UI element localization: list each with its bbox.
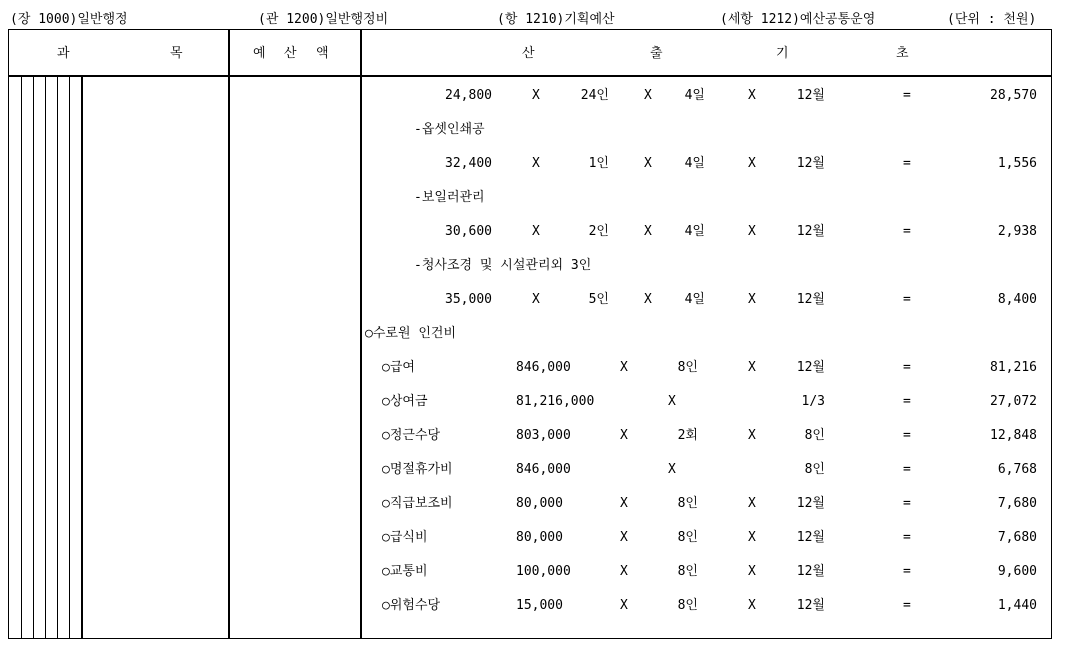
- equals-sign: =: [903, 564, 911, 579]
- row-total: 27,072: [990, 394, 1037, 409]
- item-label: ○명절휴가비: [382, 462, 453, 477]
- col-header-basis-2: 출: [650, 46, 663, 61]
- gwamok-subline: [69, 77, 70, 639]
- count: 8인: [677, 360, 698, 375]
- multiply-sign: X: [748, 496, 756, 511]
- count: 8인: [677, 598, 698, 613]
- multiply-sign: X: [748, 598, 756, 613]
- sub-item-label: -청사조경 및 시설관리외 3인: [414, 258, 592, 273]
- headcount: 2인: [588, 224, 609, 239]
- multiply-sign: X: [620, 360, 628, 375]
- equals-sign: =: [903, 292, 911, 307]
- unit-price: 32,400: [445, 156, 492, 171]
- equals-sign: =: [903, 360, 911, 375]
- multiply-sign: X: [668, 462, 676, 477]
- equals-sign: =: [903, 598, 911, 613]
- multiply-sign: X: [532, 224, 540, 239]
- header-gwan: (관 1200)일반행정비: [258, 12, 389, 27]
- equals-sign: =: [903, 428, 911, 443]
- header-unit: (단위 : 천원): [947, 12, 1037, 27]
- multiply-sign: X: [620, 428, 628, 443]
- multiply-sign: X: [532, 156, 540, 171]
- multiply-sign: X: [748, 88, 756, 103]
- row-total: 2,938: [997, 224, 1037, 239]
- days: 4일: [684, 292, 705, 307]
- unit-price: 81,216,000: [516, 394, 595, 409]
- multiply-sign: X: [748, 224, 756, 239]
- row-total: 12,848: [990, 428, 1037, 443]
- header-sehang: (세항 1212)예산공통운영: [720, 12, 876, 27]
- multiplier: 1/3: [801, 394, 825, 409]
- months: 12월: [796, 88, 825, 103]
- row-total: 6,768: [997, 462, 1037, 477]
- item-label: ○정근수당: [382, 428, 441, 443]
- col-divider-2: [360, 29, 362, 639]
- multiplier: 12월: [796, 564, 825, 579]
- row-total: 8,400: [997, 292, 1037, 307]
- col-header-gwamok-1: 과: [57, 46, 70, 61]
- row-total: 1,556: [997, 156, 1037, 171]
- multiply-sign: X: [620, 564, 628, 579]
- multiply-sign: X: [748, 360, 756, 375]
- item-label: ○급식비: [382, 530, 428, 545]
- equals-sign: =: [903, 496, 911, 511]
- equals-sign: =: [903, 156, 911, 171]
- multiply-sign: X: [748, 564, 756, 579]
- unit-price: 24,800: [445, 88, 492, 103]
- unit-price: 846,000: [516, 462, 571, 477]
- header-hang: (항 1210)기획예산: [497, 12, 615, 27]
- item-label: ○급여: [382, 360, 415, 375]
- multiplier: 8인: [804, 428, 825, 443]
- unit-price: 846,000: [516, 360, 571, 375]
- unit-price: 30,600: [445, 224, 492, 239]
- multiply-sign: X: [620, 598, 628, 613]
- multiply-sign: X: [644, 156, 652, 171]
- unit-price: 80,000: [516, 530, 563, 545]
- gwamok-subline: [81, 77, 83, 639]
- multiply-sign: X: [748, 156, 756, 171]
- headcount: 5인: [588, 292, 609, 307]
- col-divider-1: [228, 29, 230, 639]
- count: 8인: [677, 530, 698, 545]
- col-header-gwamok-2: 목: [170, 46, 183, 61]
- col-header-basis-1: 산: [522, 46, 535, 61]
- sub-item-label: -보일러관리: [414, 190, 485, 205]
- months: 12월: [796, 224, 825, 239]
- days: 4일: [684, 224, 705, 239]
- months: 12월: [796, 292, 825, 307]
- months: 12월: [796, 156, 825, 171]
- multiplier: 8인: [804, 462, 825, 477]
- gwamok-subline: [57, 77, 58, 639]
- unit-price: 80,000: [516, 496, 563, 511]
- multiply-sign: X: [668, 394, 676, 409]
- item-label: ○위험수당: [382, 598, 441, 613]
- multiply-sign: X: [644, 224, 652, 239]
- row-total: 1,440: [997, 598, 1037, 613]
- multiplier: 12월: [796, 360, 825, 375]
- multiply-sign: X: [644, 292, 652, 307]
- multiplier: 12월: [796, 598, 825, 613]
- multiply-sign: X: [620, 496, 628, 511]
- col-header-budget-1: 예: [253, 46, 266, 61]
- equals-sign: =: [903, 394, 911, 409]
- sub-item-label: -옵셋인쇄공: [414, 122, 485, 137]
- count: 2회: [677, 428, 698, 443]
- gwamok-subline: [21, 77, 22, 639]
- section-label: ○수로원 인건비: [365, 326, 457, 341]
- days: 4일: [684, 88, 705, 103]
- col-header-budget-3: 액: [316, 46, 329, 61]
- col-header-basis-3: 기: [776, 46, 789, 61]
- count: 8인: [677, 564, 698, 579]
- multiply-sign: X: [644, 88, 652, 103]
- unit-price: 35,000: [445, 292, 492, 307]
- item-label: ○직급보조비: [382, 496, 453, 511]
- multiply-sign: X: [532, 292, 540, 307]
- row-total: 81,216: [990, 360, 1037, 375]
- header-divider: [8, 75, 1052, 77]
- multiplier: 12월: [796, 496, 825, 511]
- headcount: 24인: [580, 88, 609, 103]
- col-header-budget-2: 산: [284, 46, 297, 61]
- multiply-sign: X: [748, 292, 756, 307]
- unit-price: 803,000: [516, 428, 571, 443]
- count: 8인: [677, 496, 698, 511]
- days: 4일: [684, 156, 705, 171]
- row-total: 7,680: [997, 496, 1037, 511]
- header-jang: (장 1000)일반행정: [10, 12, 128, 27]
- item-label: ○교통비: [382, 564, 428, 579]
- headcount: 1인: [588, 156, 609, 171]
- gwamok-subline: [45, 77, 46, 639]
- gwamok-subline: [33, 77, 34, 639]
- row-total: 9,600: [997, 564, 1037, 579]
- multiplier: 12월: [796, 530, 825, 545]
- unit-price: 15,000: [516, 598, 563, 613]
- budget-table: [8, 29, 1052, 639]
- equals-sign: =: [903, 224, 911, 239]
- equals-sign: =: [903, 88, 911, 103]
- multiply-sign: X: [620, 530, 628, 545]
- unit-price: 100,000: [516, 564, 571, 579]
- equals-sign: =: [903, 462, 911, 477]
- multiply-sign: X: [748, 428, 756, 443]
- row-total: 28,570: [990, 88, 1037, 103]
- multiply-sign: X: [748, 530, 756, 545]
- col-header-basis-4: 초: [896, 46, 909, 61]
- item-label: ○상여금: [382, 394, 428, 409]
- equals-sign: =: [903, 530, 911, 545]
- multiply-sign: X: [532, 88, 540, 103]
- row-total: 7,680: [997, 530, 1037, 545]
